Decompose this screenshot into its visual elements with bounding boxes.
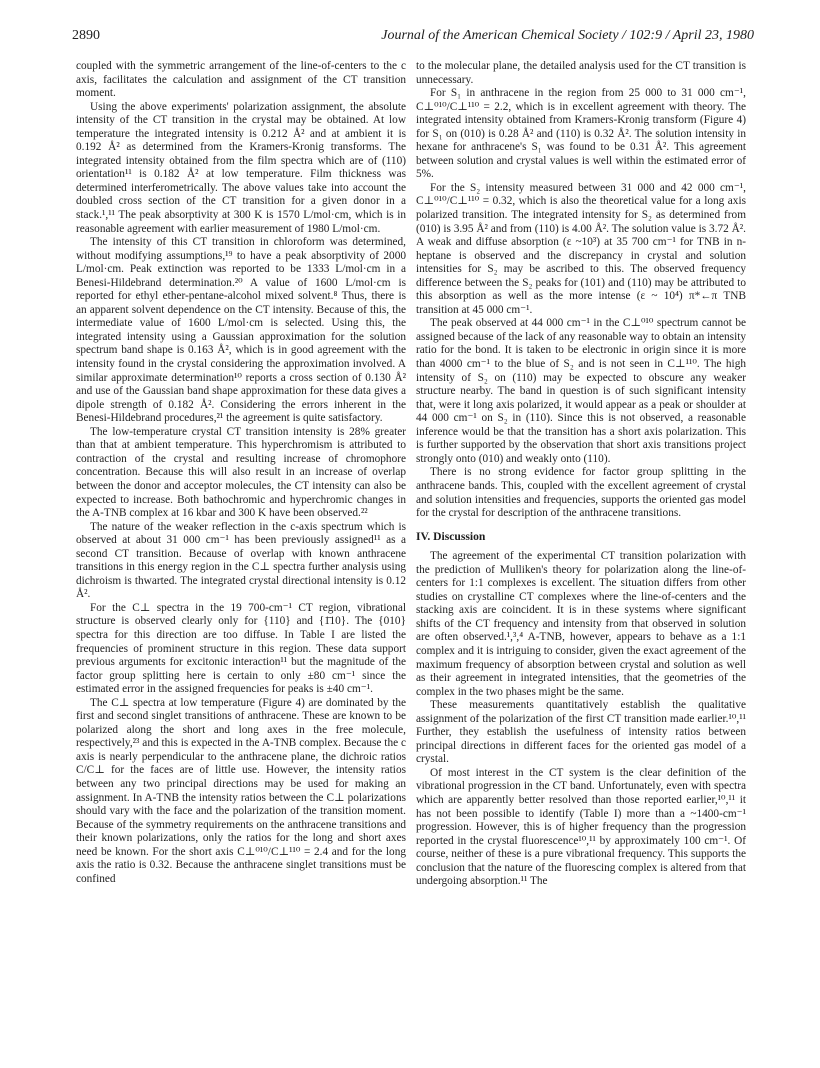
paragraph: These measurements quantitatively establish the qualitative assignment of the polarization of the first CT transition made earlier.¹⁰,¹¹ Further, they establish the usefulness of intensity ratios between principal directions in different faces for the oriented gas model of a crystal. — [416, 699, 746, 766]
paragraph: For S₁ in anthracene in the region from 25 000 to 31 000 cm⁻¹, C⊥⁰¹⁰/C⊥¹¹⁰ = 2.2, which is in excellent agreement with theory. The integrated intensity obtained from Kramers-Kronig transform (Figure 4) for S₁ on (010) is 0.28 Å² and (110) is 0.32 Å². The solution intensity in hexane for anthracene's S₁ was found to be 0.31 Å². This agreement between solution and crystal values is well within the estimated error of 5%. — [416, 87, 746, 181]
paragraph: The intensity of this CT transition in chloroform was determined, without modifying assumptions,¹⁹ to have a peak absorptivity of 2000 L/mol·cm. Peak extinction was reported to be 1333 L/mol·cm in a Benesi-Hildebrand determination.²⁰ A value of 1600 L/mol·cm is reported for ethyl ether-pentane-alcohol mixed solvent.⁸ Thus, there is an apparent solvent dependence on the CT intensity. Because of this, the intermediate value of 1600 L/mol·cm is selected. Using this, the integrated intensity using a Gaussian approximation for the solution spectrum band shape is 0.163 Å², which is in good agreement with the intensity found in the crystal considering the approximation involved. A similar approximate determination¹⁰ reports a cross section of 0.130 Å² and use of the Gaussian band shape approximation for these data gives a dipole strength of 0.182 Å². Considering the errors inherent in the Benesi-Hildebrand procedures,²¹ the agreement is quite satisfactory. — [76, 236, 406, 425]
page-number: 2890 — [72, 28, 100, 43]
page-header — [72, 28, 754, 50]
paragraph: There is no strong evidence for factor group splitting in the anthracene bands. This, coupled with the excellent agreement of crystal and solution intensities and frequencies, supports the oriented gas model for the crystal for description of the anthracene transitions. — [416, 466, 746, 520]
section-heading: IV. Discussion — [416, 529, 486, 543]
paragraph: Using the above experiments' polarization assignment, the absolute intensity of the CT transition in the crystal may be obtained. At low temperature the integrated intensity is 0.212 Å² and at ambient it is 0.192 Å² as determined from the Kramers-Kronig transforms. The integrated intensity obtained from the film spectra which are of (110) orientation¹¹ is 0.182 Å² at low temperature. Film thickness was determined interferometrically. The above values take into account the doubled cross section of the CT transition for a given donor in a stack.¹,¹¹ The peak absorptivity at 300 K is 1570 L/mol·cm, which is in reasonable agreement with earlier measurement of 1980 L/mol·cm. — [76, 100, 406, 235]
paragraph: For the C⊥ spectra in the 19 700-cm⁻¹ CT region, vibrational structure is observed clearly only for {110} and {1̄10}. The {010} spectra for this direction are too diffuse. In Table I are listed the frequencies of prominent structure in this region. These data support previous arguments for excitonic interaction¹¹ but the magnitude of the factor group splitting here is certain to only ±80 cm⁻¹ since the estimated error in the assigned frequencies for peaks is ±40 cm⁻¹. — [76, 601, 406, 696]
paragraph: The nature of the weaker reflection in the c-axis spectrum which is observed at about 31 000 cm⁻¹ has been previously assigned¹¹ as a second CT transition. Because of overlap with known anthracene transitions in this energy region in the C⊥ spectra further analysis using dichroism is thwarted. The integrated crystal directional intensity is 0.12 Å². — [76, 520, 406, 601]
paragraph: to the molecular plane, the detailed analysis used for the CT transition is unnecessary. — [416, 60, 746, 86]
paragraph: The low-temperature crystal CT transition intensity is 28% greater than that at ambient temperature. This hyperchromism is attributed to contraction of the crystal and resulting increase of chromophore concentration. Because this will also result in an increase of overlap between the donor and acceptor molecules, the CT intensity can also be expected to increase. Both bathochromic and hyperchromic changes in the A-TNB complex at 16 kbar and 300 K have been observed.²² — [76, 425, 406, 520]
right-column — [416, 60, 746, 889]
paragraph: The peak observed at 44 000 cm⁻¹ in the C⊥⁰¹⁰ spectrum cannot be assigned because of the lack of any reasonable way to obtain an intensity ratio for the bond. It is taken to be electronic in origin since it is more than 4000 cm⁻¹ to the blue of S₂ and is not seen in C⊥¹¹⁰. The high intensity of S₂ on (110) may be expected to obscure any weaker structure nearby. The band in question is of such significant intensity that, were it long axis polarized, it would appear as a peak or shoulder at 44 000 cm⁻¹ on S₂ in (110). Since this is not observed, a reasonable inference would be that the transition has a short axis polarization. This is further supported by the observation that short axis transitions project strongly onto (010) and weakly onto (110). — [416, 317, 747, 465]
paragraph: For the S₂ intensity measured between 31 000 and 42 000 cm⁻¹, C⊥⁰¹⁰/C⊥¹¹⁰ = 0.32, which is also the theoretical value for a long axis polarized transition. The integrated intensity for S₂ as determined from (010) is 3.95 Å² and from (110) is 4.00 Å². The solution value is 3.72 Å². A weak and diffuse absorption (ε ~10³) at 35 700 cm⁻¹ for TNB in n-heptane is observed and the discrepancy in crystal and solution intensities for S₂ may be ascribed to this. The observed frequency difference between the S₂ peaks for (101) and (110) may be attributed to this absorption as well as the more intense (ε ~ 10⁴) π*←π TNB transition at 45 000 cm⁻¹. — [416, 181, 746, 316]
running-head: Journal of the American Chemical Society / 102:9 / April 23, 1980 — [381, 28, 754, 43]
paragraph: coupled with the symmetric arrangement of the line-of-centers to the c axis, facilitates the calculation and assignment of the CT transition moment. — [76, 60, 406, 100]
paragraph: The agreement of the experimental CT transition polarization with the prediction of Mulliken's theory for polarization along the line-of-centers for 1:1 complexes is excellent. The situation differs from other studies on crystalline CT complexes where the line-of-centers and the stacking axis are coincident. It is in these systems where significant shifts of the CT frequency and intensity from that observed in solution are often observed.¹,³,⁴ A-TNB, however, appears to behave as a 1:1 complex and it is intriguing to consider, given the exact agreement of the maximum frequency of absorption between crystal and solution as well as their agreement in integrated intensities, that the geometries of the complex in the two phases might be the same. — [416, 550, 746, 698]
paragraph: The C⊥ spectra at low temperature (Figure 4) are dominated by the first and second singlet transitions of anthracene. These are known to be polarized along the short and long axes in the free molecule, respectively,²³ and this is expected in the A-TNB complex. Because the c axis is nearly perpendicular to the anthracene plane, the dichroic ratios C/C⊥ for the faces are of little use. However, the intensity ratios between any two principal directions may be used for making an assignment. In A-TNB the intensity ratios between the C⊥ polarizations should vary with the face and the polarization of the transition moment. Because of the symmetry requirements on the anthracene transitions and their known polarizations, only the ratios for the long and short axes need be known. For the short axis C⊥⁰¹⁰/C⊥¹¹⁰ = 2.4 and for the long axis the ratio is 0.32. Because the anthracene singlet transitions must be confined — [76, 696, 406, 885]
left-column — [76, 60, 406, 886]
paragraph: Of most interest in the CT system is the clear definition of the vibrational progression in the CT band. Unfortunately, even with spectra which are apparently better resolved than those reported earlier,¹⁰,¹¹ it has not been possible to identify (Table I) more than a ~1400-cm⁻¹ progression. However, this is of higher frequency than the progression reported in the crystal fluorescence¹⁰,¹¹ by approximately 100 cm⁻¹. Of course, neither of these is a pure vibrational frequency. This supports the conclusion that the nature of the fluorescing complex is altered from that undergoing absorption.¹¹ The — [416, 766, 746, 888]
